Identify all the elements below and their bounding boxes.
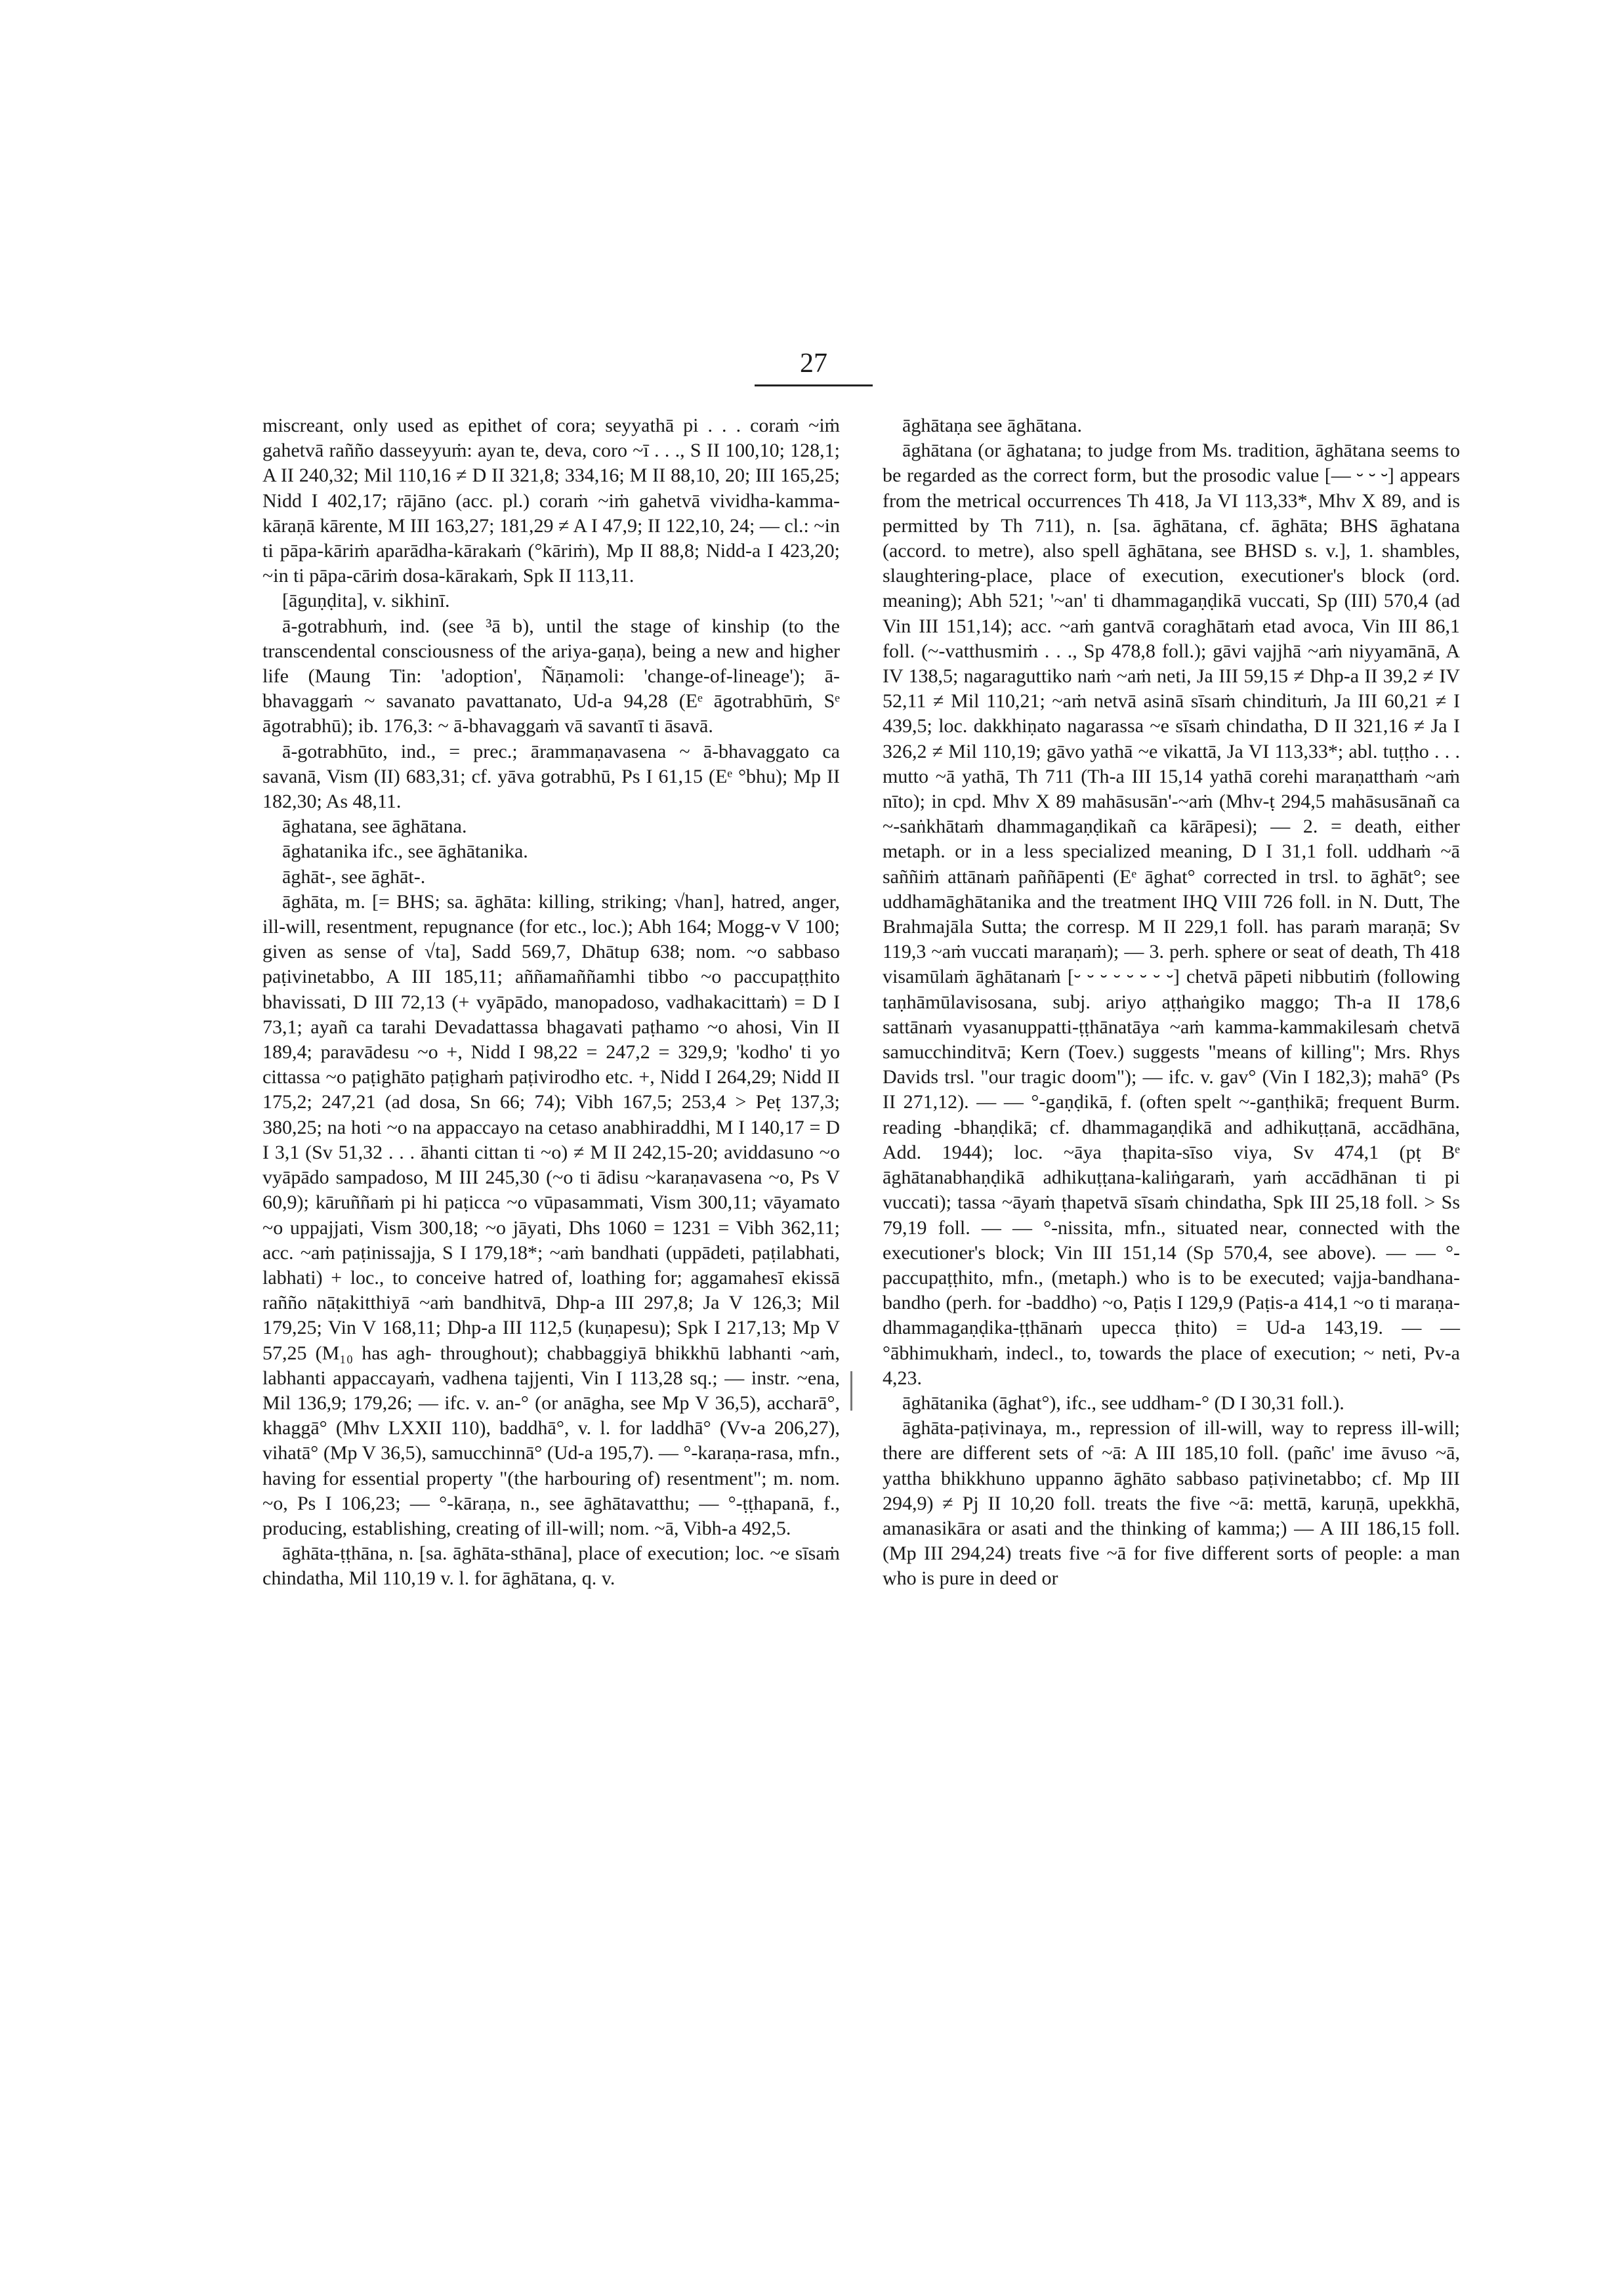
- dictionary-entry: āghatana, see āghātana.: [282, 816, 467, 838]
- dictionary-entry: āghātanika (āghat°), ifc., see uddham-° (D I 30,31 foll.).: [902, 1392, 1344, 1414]
- dictionary-entry: āghātana (or āghatana; to judge from Ms. tradition, āghātana seems to be regarded as the correct form, but the prosodic value [— ⏑ ⏑ ⏑] appears from the metrical occurrences Th 418, Ja VI 113,33*, Mhv X 89, and is permitted by Th 711), n. [sa. āghātana, cf. āghāta; BHS āghatana (accord. to metre), also spell āghātana, see BHSD s. v.], 1. shambles, slaughtering-place, place of execution, executioner's block (ord. meaning); Abh 521; '~an' ti dhammagaṇḍikā vuccati, Sp (III) 570,4 (ad Vin III 151,14); acc. ~aṁ gantvā coraghātaṁ etad avoca, Vin III 86,1 foll. (~-vatthusmiṁ . . ., Sp 478,8 foll.); gāvi vajjhā ~aṁ niyyamānā, A IV 138,5; nagaraguttiko naṁ ~aṁ neti, Ja III 59,15 ≠ Dhp-a II 39,2 ≠ IV 52,11 ≠ Mil 110,21; ~aṁ netvā asinā sīsaṁ chindituṁ, Ja III 60,21 ≠ I 439,5; loc. dakkhiṇato nagarassa ~e sīsaṁ chindatha, D II 321,16 ≠ Ja I 326,2 ≠ Mil 110,19; gāvo yathā ~e vikattā, Ja VI 113,33*; abl. tuṭṭho . . . mutto ~ā yathā, Th 711 (Th-a III 15,14 yathā corehi maraṇatthaṁ ~aṁ nīto); in cpd. Mhv X 89 mahāsusān'-~aṁ (Mhv-ṭ 294,5 mahāsusānañ ca ~-saṅkhātaṁ dhammagaṇḍikañ ca kārāpesi); — 2. = death, either metaph. or in a less specialized meaning, D I 31,1 foll. uddhaṁ ~ā saññiṁ attānaṁ paññāpenti (Eᵉ āghat° corrected in trsl. to āghāt°; see uddhamāghātanika and the treatment IHQ VIII 726 foll. in N. Dutt, The Brahmajāla Sutta; the corresp. M II 229,1 foll. has paraṁ maraṇā; Sv 119,3 ~aṁ vuccati maraṇaṁ); — 3. perh. sphere or seat of death, Th 418 visamūlaṁ āghātanaṁ [⏑ ⏑ ⏑ ⏑ ⏑ ⏑ ⏑ ⏑] chetvā pāpeti nibbutiṁ (following taṇhāmūlavisosana, subj. ariyo aṭṭhaṅgiko maggo; Th-a II 178,6 sattānaṁ vyasanuppatti-ṭṭhānatāya ~aṁ kamma-kammakilesaṁ chetvā samucchinditvā; Kern (Toev.) suggests "means of killing"; Mrs. Rhys Davids trsl. "our tragic doom"); — ifc. v. gav° (Vin I 182,3); mahā° (Ps II 271,12). — — °-gaṇḍikā, f. (often spelt ~-ganṭhikā; frequent Burm. reading -bhaṇḍikā; cf. dhammagaṇḍikā and adhikuṭṭanā, accādhāna, Add. 1944); loc. ~āya ṭhapita-sīso viya, Sv 474,1 (pṭ Bᵉ āghātanabhaṇḍikā adhikuṭṭana-kaliṅgaraṁ, yaṁ accādhānan ti pi vuccati); tassa ~āyaṁ ṭhapetvā sīsaṁ chindatha, Spk III 25,18 foll. > Ss 79,19 foll. — — °-nissita, mfn., situated near, connected with the executioner's block; Vin III 151,14 (Sp 570,4, see above). — — °-paccupaṭṭhito, mfn., (metaph.) who is to be executed; vajja-bandhana-bandho (perh. for -baddho) ~o, Paṭis I 129,9 (Paṭis-a 414,1 ~o ti maraṇa-dhammagaṇḍika-ṭṭhānaṁ upecca ṭhito) = Ud-a 143,19. — — °ābhimukhaṁ, indecl., to, towards the place of execution; ~ neti, Pv-a 4,23.: [883, 440, 1460, 1389]
- dictionary-entry: āghatanika ifc., see āghātanika.: [282, 840, 528, 863]
- dictionary-entry: ā-gotrabhūto, ind., = prec.; ārammaṇavasena ~ ā-bhavaggato ca savanā, Vism (II) 683,31; cf. yāva gotrabhū, Ps I 61,15 (Eᵉ °bhu); Mp II 182,30; As 48,11.: [262, 740, 840, 813]
- page-number: 27: [800, 348, 827, 379]
- left-column: [262, 413, 840, 1592]
- right-column: [883, 413, 1460, 1592]
- header-rule: [755, 384, 873, 386]
- dictionary-entry: āghāta, m. [= BHS; sa. āghāta: killing, striking; √han], hatred, anger, ill-will, resentment, repugnance (for etc., loc.); Abh 164; Mogg-v V 100; given as sense of √ta], Sadd 569,7, Dhātup 638; nom. ~o sabbaso paṭivinetabbo, A III 185,11; aññamaññamhi tibbo ~o paccupaṭṭhito bhavissati, D III 72,13 (+ vyāpādo, manopadoso, vadhakacittaṁ) = D I 73,1; ayañ ca tarahi Devadattassa bhagavati paṭhamo ~o ahosi, Vin II 189,4; paravādesu ~o +, Nidd I 98,22 = 247,2 = 329,9; 'kodho' ti yo cittassa ~o paṭighāto paṭighaṁ paṭivirodho etc. +, Nidd I 264,29; Nidd II 175,2; 247,21 (ad dosa, Sn 66; 74); Vibh 167,5; 253,4 > Peṭ 137,3; 380,25; na hoti ~o na appaccayo na cetaso anabhiraddhi, M I 140,17 = D I 3,1 (Sv 51,32 . . . āhanti cittan ti ~o) ≠ M II 242,15-20; aviddasuno ~o vyāpādo sampadoso, M III 245,30 (~o ti ādisu ~karaṇavasena ~o, Ps V 60,9); kāruññaṁ pi hi paṭicca ~o vūpasammati, Vism 300,11; vāyamato ~o uppajjati, Vism 300,18; ~o jāyati, Dhs 1060 = 1231 = Vibh 362,11; acc. ~aṁ paṭinissajja, S I 179,18*; ~aṁ bandhati (uppādeti, paṭilabhati, labhati) + loc., to conceive hatred of, loathing for; aggamahesī ekissā rañño nāṭakitthiyā ~aṁ bandhitvā, Dhp-a III 297,8; Ja V 126,3; Mil 179,25; Vin V 168,11; Dhp-a III 112,5 (kuṇapesu); Spk I 217,13; Mp V 57,25 (M₁₀ has agh- throughout); chabbaggiyā bhikkhū labhanti ~aṁ, labhanti appaccayaṁ, vadhena tajjenti, Vin I 113,28 sq.; — instr. ~ena, Mil 136,9; 179,26; — ifc. v. an-° (or anāgha, see Mp V 36,5), accharā°, khaggā° (Mhv LXXII 110), baddhā°, v. l. for laddhā° (Vv-a 206,27), vihatā° (Mp V 36,5), samucchinnā° (Ud-a 195,7). — °-karaṇa-rasa, mfn., having for essential property "(the harbouring of) resentment"; m. nom. ~o, Ps I 106,23; — °-kāraṇa, n., see āghātavatthu; — °-ṭṭhapanā, f., producing, establishing, creating of ill-will; nom. ~ā, Vibh-a 492,5.: [262, 890, 840, 1539]
- dictionary-entry: āghāta-ṭṭhāna, n. [sa. āghāta-sthāna], place of execution; loc. ~e sīsaṁ chindatha, Mil 110,19 v. l. for āghātana, q. v.: [262, 1542, 840, 1590]
- dictionary-entry: āghātaṇa see āghātana.: [902, 415, 1082, 436]
- dictionary-entry: miscreant, only used as epithet of cora; seyyathā pi . . . coraṁ ~iṁ gahetvā rañño dasseyyuṁ: ayan te, deva, coro ~ī . . ., S II 100,10; 128,1; A II 240,32; Mil 110,16 ≠ D II 321,8; 334,16; M II 88,10, 20; III 165,25; Nidd I 402,17; rājāno (acc. pl.) coraṁ ~iṁ gahetvā vividha-kamma-kāraṇā kārente, M III 163,27; 181,29 ≠ A I 47,9; II 122,10, 24; — cl.: ~in ti pāpa-kāriṁ aparādha-kārakaṁ (°kāriṁ), Mp II 88,8; Nidd-a I 423,20; ~in ti pāpa-cāriṁ dosa-kārakaṁ, Spk II 113,11.: [262, 415, 840, 587]
- dictionary-entry: [āguṇḍita], v. sikhinī.: [282, 590, 450, 612]
- dictionary-entry: ā-gotrabhuṁ, ind. (see ³ā b), until the stage of kinship (to the transcendental consciousness of the ariya-gaṇa), being a new and higher life (Maung Tin: 'adoption', Ñāṇamoli: 'change-of-lineage'); ā-bhavaggaṁ ~ savanato pavattanato, Ud-a 94,28 (Eᵉ āgotrabhūṁ, Sᵉ āgotrabhū); ib. 176,3: ~ ā-bhavaggaṁ vā savantī ti āsavā.: [262, 615, 840, 737]
- dictionary-entry: āghāt-, see āghāt-.: [282, 865, 426, 888]
- dictionary-entry: āghāta-paṭivinaya, m., repression of ill-will, way to repress ill-will; there are different sets of ~ā: A III 185,10 foll. (pañc' ime āvuso ~ā, yattha bhikkhuno uppanno āghāto sabbaso paṭivinetabbo; cf. Mp III 294,9) ≠ Pj II 10,20 foll. treats the five ~ā: mettā, karuṇā, upekkhā, amanasikāra or asati and the thinking of kamma;) — A III 186,15 foll. (Mp III 294,24) treats five ~ā for five different sorts of people: a man who is pure in deed or: [883, 1417, 1460, 1590]
- margin-mark: [850, 1371, 852, 1411]
